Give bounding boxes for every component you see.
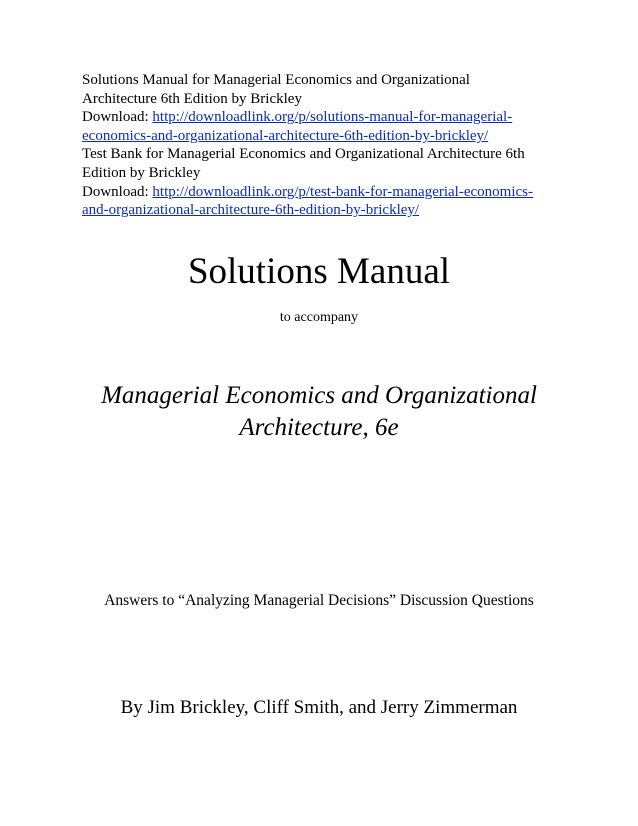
header-line-2: Architecture 6th Edition by Brickley bbox=[82, 90, 302, 107]
book-title-line-1: Managerial Economics and Organizational bbox=[101, 382, 537, 409]
solutions-manual-link-part-2[interactable]: economics-and-organizational-architecture-6th-edition-by-brickley/ bbox=[82, 127, 489, 144]
solutions-manual-link-part-1[interactable]: http://downloadlink.org/p/solutions-manual-for-managerial- bbox=[152, 109, 513, 126]
download-label-2: Download: bbox=[82, 183, 153, 200]
download-line-1 bbox=[82, 108, 582, 127]
header-line-6: Edition by Brickley bbox=[82, 164, 201, 181]
page-title: Solutions Manual bbox=[187, 251, 451, 292]
header-block bbox=[82, 71, 582, 220]
download-line-2 bbox=[82, 183, 582, 202]
header-line-1: Solutions Manual for Managerial Economics and Organizational bbox=[82, 72, 470, 88]
download-label-1: Download: bbox=[82, 109, 153, 126]
book-title-line-2: Architecture, 6e bbox=[239, 414, 399, 441]
test-bank-link-part-1[interactable]: http://downloadlink.org/p/test-bank-for-managerial-economics- bbox=[152, 183, 533, 200]
download-line-1-cont bbox=[82, 127, 582, 146]
download-line-2-cont bbox=[82, 201, 582, 220]
answers-caption: Answers to “Analyzing Managerial Decisions” Discussion Questions bbox=[104, 592, 534, 609]
page-subtitle: to accompany bbox=[279, 310, 359, 325]
header-line-5: Test Bank for Managerial Economics and Organizational Architecture 6th bbox=[82, 146, 525, 163]
test-bank-link-part-2[interactable]: and-organizational-architecture-6th-edition-by-brickley/ bbox=[82, 202, 420, 219]
authors-line: By Jim Brickley, Cliff Smith, and Jerry Zimmerman bbox=[120, 697, 518, 718]
book-title bbox=[0, 380, 638, 444]
